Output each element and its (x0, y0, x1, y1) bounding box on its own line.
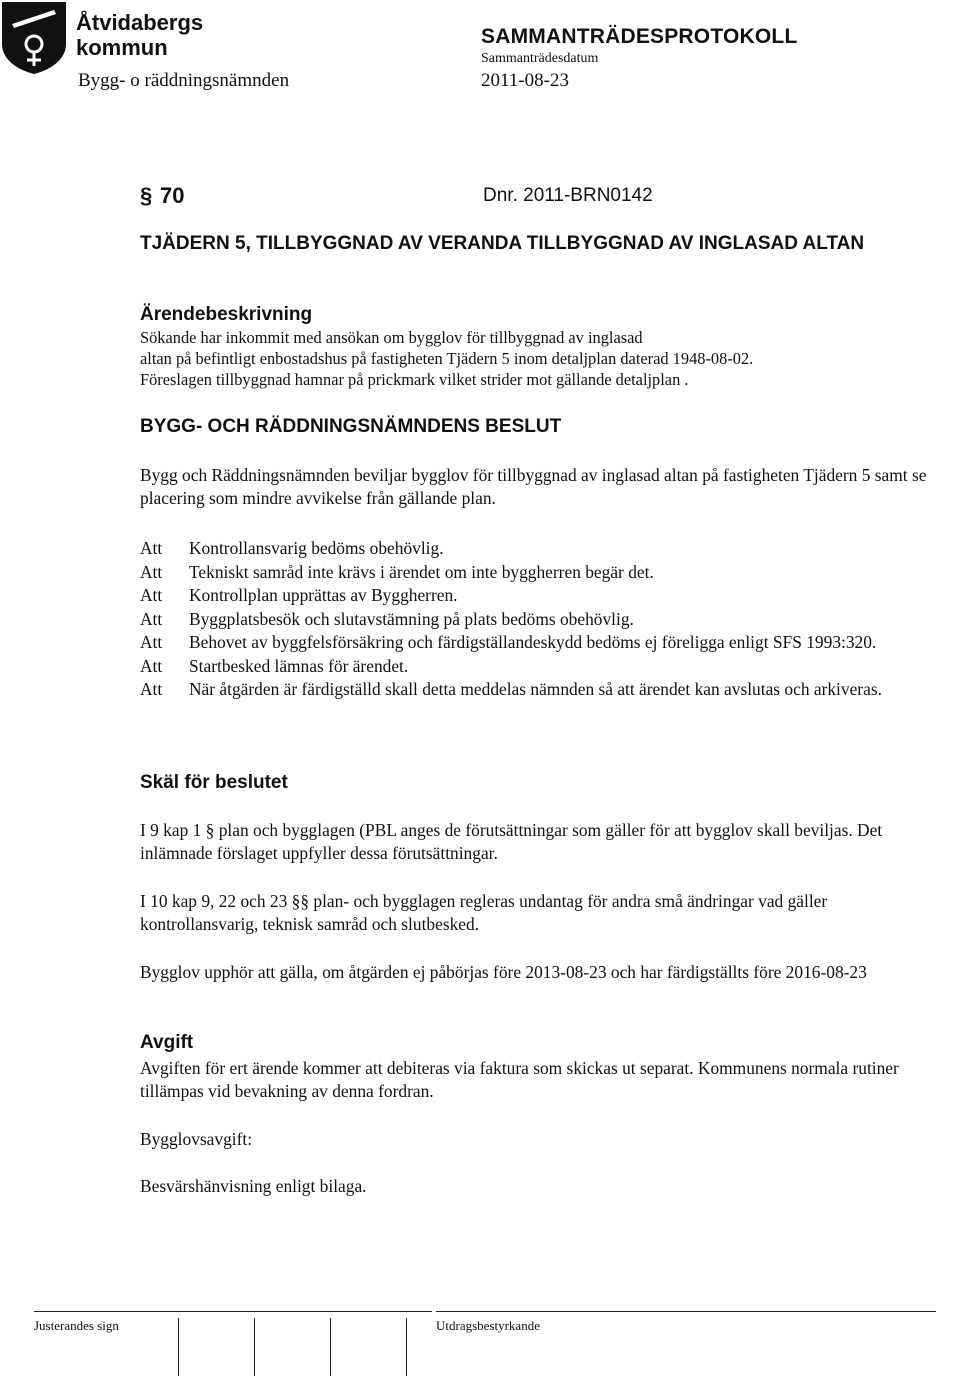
reasons-heading: Skäl för beslutet (140, 772, 288, 793)
att-word: Att (140, 538, 163, 558)
org-name-line2: kommun (76, 35, 168, 60)
condition-text: Tekniskt samråd inte krävs i ärendet om inte byggherren begär det. (189, 561, 654, 582)
signature-box-divider (406, 1318, 407, 1376)
reasons-paragraph-3: Bygglov upphör att gälla, om åtgärden ej påbörjas före 2013-08-23 och har färdigställts före 2016-08-23 (140, 962, 867, 982)
description-text (140, 327, 860, 390)
municipal-coat-of-arms-icon (0, 0, 68, 75)
signature-box-divider (330, 1318, 331, 1376)
list-item (140, 678, 930, 702)
list-item (140, 655, 930, 679)
case-number: Dnr. 2011-BRN0142 (483, 185, 653, 206)
att-word: Att (140, 655, 163, 676)
extract-certification-label: Utdragsbestyrkande (436, 1318, 540, 1333)
condition-text: Kontrollansvarig bedöms obehövlig. (189, 538, 444, 558)
condition-text: När åtgärden är färdigställd skall detta meddelas nämnden så att ärendet kan avslutas och arkiveras. (189, 679, 882, 699)
att-word: Att (140, 561, 163, 582)
description-line: altan på befintligt enbostadshus på fastigheten Tjädern 5 inom detaljplan daterad 1948-08-02. (140, 349, 754, 368)
att-word: Att (140, 585, 163, 605)
fee-text: Avgiften för ert ärende kommer att debiteras via faktura som skickas ut separat. Kommunens normala rutiner tillämpas vid bevakning av denna fordran. (140, 1058, 899, 1101)
list-item (140, 631, 930, 655)
list-item (140, 584, 930, 608)
case-heading: TJÄDERN 5, TILLBYGGNAD AV VERANDA TILLBYGGNAD AV INGLASAD ALTAN (140, 233, 865, 254)
paragraph-sign: § (140, 183, 153, 208)
meeting-date: 2011-08-23 (481, 70, 569, 91)
att-word: Att (140, 679, 163, 699)
list-item (140, 561, 930, 585)
reasons-paragraph-1: I 9 kap 1 § plan och bygglagen (PBL anges de förutsättningar som gäller för att bygglov skall beviljas. Det inlämnade förslaget uppfyller dessa förutsättningar. (140, 820, 883, 863)
committee-name: Bygg- o räddningsnämnden (78, 70, 290, 91)
appeal-notice: Besvärshänvisning enligt bilaga. (140, 1176, 367, 1196)
fee-label: Bygglovsavgift: (140, 1129, 253, 1149)
description-line: Föreslagen tillbyggnad hamnar på prickmark vilket strider mot gällande detaljplan . (140, 370, 689, 389)
signature-box-divider (254, 1318, 255, 1376)
list-item (140, 537, 930, 561)
condition-text: Behovet av byggfelsförsäkring och färdigställandeskydd bedöms ej föreligga enligt SFS 1993:320. (189, 632, 877, 652)
footer-rule-left (34, 1311, 432, 1312)
signature-box-divider (178, 1318, 179, 1376)
footer-rule-right (436, 1311, 936, 1312)
att-word: Att (140, 632, 163, 652)
org-name-line1: Åtvidabergs (76, 10, 204, 35)
meeting-date-label: Sammanträdesdatum (481, 51, 599, 66)
description-heading: Ärendebeskrivning (140, 304, 313, 325)
description-line: Sökande har inkommit med ansökan om bygglov för tillbyggnad av inglasad (140, 328, 643, 347)
document-title: SAMMANTRÄDESPROTOKOLL (481, 25, 798, 48)
reasons-paragraph-2: I 10 kap 9, 22 och 23 §§ plan- och bygglagen regleras undantag för andra små ändringar vad gäller kontrollansvarig, teknisk samråd och slutbesked. (140, 891, 828, 934)
att-word: Att (140, 608, 163, 629)
signature-label: Justerandes sign (34, 1318, 119, 1333)
paragraph-number: 70 (160, 183, 185, 208)
condition-text: Byggplatsbesök och slutavstämning på plats bedöms obehövlig. (189, 608, 634, 629)
decision-text: Bygg och Räddningsnämnden beviljar bygglov för tillbyggnad av inglasad altan på fastigheten Tjädern 5 samt se placering som mindre avvikelse från gällande plan. (140, 465, 927, 508)
decision-heading: BYGG- OCH RÄDDNINGSNÄMNDENS BESLUT (140, 416, 562, 437)
condition-list (140, 537, 930, 702)
condition-text: Kontrollplan upprättas av Byggherren. (189, 585, 458, 605)
fee-heading: Avgift (140, 1032, 194, 1053)
condition-text: Startbesked lämnas för ärendet. (189, 655, 409, 676)
list-item (140, 608, 930, 632)
